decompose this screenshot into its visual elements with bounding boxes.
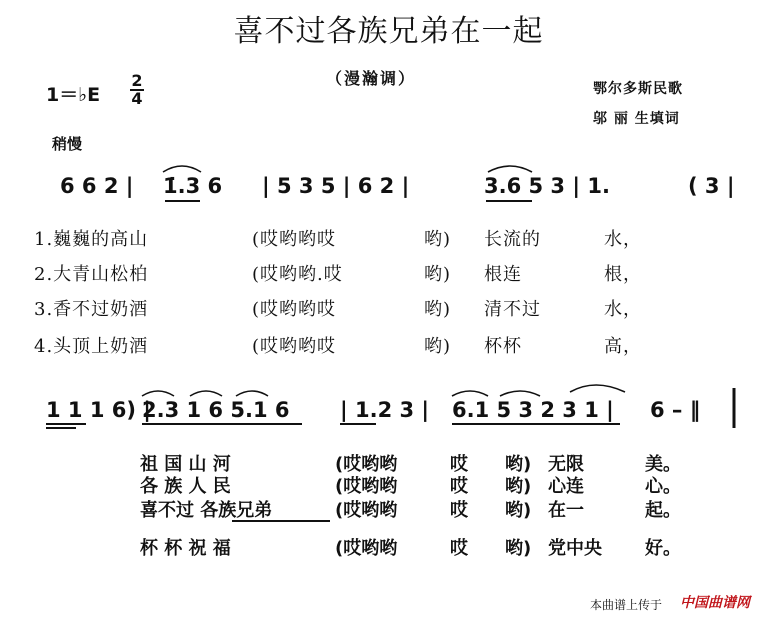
meter-bottom: 4 <box>131 89 143 108</box>
notation-line-1-seg-4: 3.6 5 3 | 1. <box>484 174 610 198</box>
notation-line-1-seg-2: 1̇.3 6 <box>163 174 223 198</box>
lyric-seg: 长流的 <box>484 229 541 250</box>
lyric-seg: 哟) <box>424 336 452 357</box>
slur <box>570 385 625 392</box>
lyric-seg: 在一 <box>548 500 584 521</box>
slur <box>488 166 532 172</box>
lyric-seg: 清不过 <box>484 299 541 320</box>
slur <box>452 391 488 396</box>
lyric-seg: (哎哟哟 <box>335 454 398 475</box>
subtitle: （漫瀚调） <box>326 69 417 88</box>
lyric-seg: 4.头顶上奶酒 <box>34 336 149 357</box>
slur <box>190 391 222 396</box>
lyric-seg: (哎哟哟哎 <box>252 299 337 320</box>
lyric-seg: 哎 <box>450 538 468 559</box>
lyric-seg: 哟) <box>505 538 532 559</box>
lyric-seg: 哎 <box>450 454 468 475</box>
lyric-seg: (哎哟哟哎 <box>252 336 337 357</box>
notation-line-2-seg-5: 6 – ‖ <box>650 398 701 422</box>
lyric-seg: 水， <box>604 229 642 250</box>
key-signature: 1＝♭E <box>46 84 101 106</box>
lyric-seg: 1.巍巍的高山 <box>34 229 149 250</box>
lyric-seg: 哟) <box>505 500 532 521</box>
lyric-seg: (哎哟哟 <box>335 538 398 559</box>
slur <box>163 166 201 172</box>
source-credit: 鄂尔多斯民歌 <box>593 81 683 97</box>
meter-top: 2 <box>131 71 143 90</box>
lyric-seg: 根连 <box>484 264 522 285</box>
lyric-seg: 美。 <box>645 454 681 475</box>
lyric-seg: 哟) <box>424 264 452 285</box>
lyric-seg: 哟) <box>505 454 532 475</box>
lyric-seg: 水， <box>604 299 642 320</box>
lyric-seg: (哎哟哟 <box>335 500 398 521</box>
lyric-seg: 高， <box>604 336 642 357</box>
lyric-seg: 哎 <box>450 476 468 497</box>
lyric-seg: (哎哟哟 <box>335 476 398 497</box>
lyric-seg: 喜不过 各族兄弟 <box>140 500 273 521</box>
lyric-seg: 祖 国 山 河 <box>140 454 231 475</box>
lyric-seg: 好。 <box>645 538 681 559</box>
lyric-seg: (哎哟哟.哎 <box>252 264 343 285</box>
lyric-seg: 杯杯 <box>484 336 522 357</box>
lyric-seg: 根， <box>604 264 642 285</box>
lyric-seg: 哎 <box>450 500 468 521</box>
slur <box>500 391 540 396</box>
lyric-seg: 党中央 <box>548 538 602 559</box>
lyric-seg: 哟) <box>424 229 452 250</box>
lyric-seg: 心。 <box>645 476 681 497</box>
lyric-seg: (哎哟哟哎 <box>252 229 337 250</box>
notation-line-2-seg-4: 6.1 5 3 2 3 1 | <box>452 398 614 422</box>
footer-upload-note: 本曲谱上传于 <box>590 598 663 612</box>
notation-line-2-seg-1: 1 1 1 6) | <box>46 398 151 422</box>
lyric-seg: 3.香不过奶酒 <box>34 299 149 320</box>
notation-line-1-seg-5: ( 3 | <box>688 174 735 198</box>
lyricist-credit: 邬 丽 生填词 <box>593 111 680 127</box>
lyric-seg: 心连 <box>548 476 584 497</box>
notation-line-1-seg-1: 6 6 2 | <box>60 174 134 198</box>
tempo-marking: 稍慢 <box>52 135 83 153</box>
lyric-seg: 2.大青山松柏 <box>34 264 149 285</box>
page-title: 喜不过各族兄弟在一起 <box>233 14 544 49</box>
lyric-seg: 哟) <box>424 299 452 320</box>
lyric-seg: 杯 杯 祝 福 <box>140 538 231 559</box>
notation-line-2-seg-3: | 1.2 3 | <box>340 398 430 422</box>
lyric-seg: 哟) <box>505 476 532 497</box>
lyric-seg: 各 族 人 民 <box>140 476 231 497</box>
lyric-seg: 起。 <box>645 500 681 521</box>
slur <box>142 391 174 396</box>
notation-line-1-seg-3: | 5 3 5 | 6 2 | <box>262 174 410 198</box>
notation-line-2-seg-2: 2.3 1 6 5.1 6 <box>142 398 290 422</box>
lyric-seg: 无限 <box>548 454 584 475</box>
site-logo: 中国曲谱网 <box>680 595 750 611</box>
slur <box>236 391 268 396</box>
